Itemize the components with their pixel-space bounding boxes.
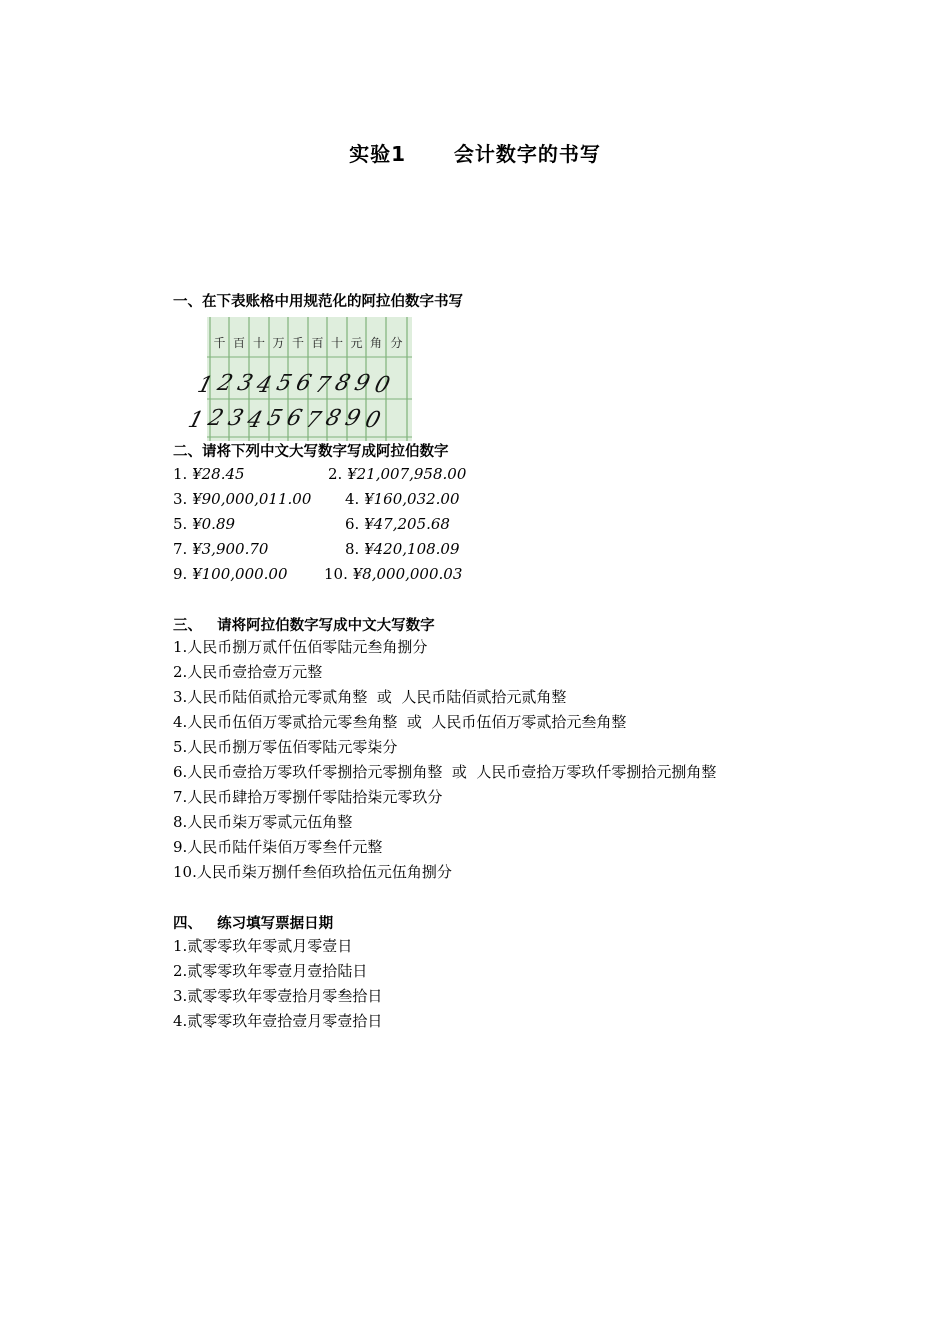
ledger-digit: 4 xyxy=(253,372,275,398)
ledger-header-cell: 万 xyxy=(272,336,285,350)
ledger-digit: 6 xyxy=(283,405,305,431)
answer-item-4: 4. ¥160,032.00 xyxy=(345,490,460,508)
answer-item-10: 10. ¥8,000,000.03 xyxy=(324,565,463,583)
chinese-amount-item: 4.人民币伍佰万零贰拾元零叁角整 或 人民币伍佰万零贰拾元叁角整 xyxy=(173,713,627,731)
ledger-grid-svg xyxy=(185,317,412,441)
ledger-header-cell: 十 xyxy=(330,336,344,350)
date-item: 2.贰零零玖年零壹月壹拾陆日 xyxy=(173,962,368,980)
ledger-digit: 1 xyxy=(185,407,207,433)
ledger-header-cell: 千 xyxy=(291,336,305,350)
section2-heading: 二、请将下列中文大写数字写成阿拉伯数字 xyxy=(173,444,449,460)
ledger-image xyxy=(185,317,412,441)
chinese-amount-item: 2.人民币壹拾壹万元整 xyxy=(173,663,323,681)
chinese-amount-item: 1.人民币捌万贰仟伍佰零陆元叁角捌分 xyxy=(173,638,428,656)
chinese-amount-item: 5.人民币捌万零伍佰零陆元零柒分 xyxy=(173,738,398,756)
chinese-amount-item: 10.人民币柒万捌仟叁佰玖拾伍元伍角捌分 xyxy=(173,863,452,881)
chinese-amount-item: 6.人民币壹拾万零玖仟零捌拾元零捌角整 或 人民币壹拾万零玖仟零捌拾元捌角整 xyxy=(173,763,717,781)
ledger-header-cell: 分 xyxy=(390,336,403,350)
section1-heading: 一、在下表账格中用规范化的阿拉伯数字书写 xyxy=(173,294,463,310)
answer-item-7: 7. ¥3,900.70 xyxy=(173,540,269,558)
answer-item-3: 3. ¥90,000,011.00 xyxy=(173,490,312,508)
ledger-digit: 2 xyxy=(214,370,236,396)
answer-item-9: 9. ¥100,000.00 xyxy=(173,565,288,583)
ledger-header-cell: 元 xyxy=(350,336,363,350)
date-item: 4.贰零零玖年壹拾壹月零壹拾日 xyxy=(173,1012,383,1030)
ledger-header-cell: 百 xyxy=(311,336,324,350)
chinese-amount-item: 8.人民币柒万零贰元伍角整 xyxy=(173,813,353,831)
chinese-amount-item: 3.人民币陆佰贰拾元零贰角整 或 人民币陆佰贰拾元贰角整 xyxy=(173,688,567,706)
ledger-digit: 7 xyxy=(302,407,324,433)
ledger-header-cell: 百 xyxy=(232,336,246,350)
chinese-amount-item: 9.人民币陆仟柒佰万零叁仟元整 xyxy=(173,838,383,856)
section4-heading: 四、 练习填写票据日期 xyxy=(173,916,334,932)
ledger-header-cell: 十 xyxy=(252,336,266,350)
ledger-digit: 6 xyxy=(293,370,315,396)
date-item: 3.贰零零玖年零壹拾月零叁拾日 xyxy=(173,987,383,1005)
ledger-digit: 1 xyxy=(194,372,216,398)
ledger-digit: 7 xyxy=(312,372,334,398)
answer-item-2: 2. ¥21,007,958.00 xyxy=(328,465,467,483)
ledger-digit: 9 xyxy=(342,405,364,431)
ledger-header-cell: 千 xyxy=(213,336,226,350)
ledger-digit: 0 xyxy=(371,372,393,398)
answer-item-1: 1. ¥28.45 xyxy=(173,465,245,483)
chinese-amount-item: 7.人民币肆拾万零捌仟零陆拾柒元零玖分 xyxy=(173,788,443,806)
ledger-digit: 3 xyxy=(234,370,256,396)
ledger-digit: 8 xyxy=(322,405,344,431)
ledger-digit: 4 xyxy=(244,407,266,433)
ledger-digit: 2 xyxy=(205,405,227,431)
ledger-digit: 5 xyxy=(273,370,295,396)
answer-item-5: 5. ¥0.89 xyxy=(173,515,236,533)
section3-heading: 三、 请将阿拉伯数字写成中文大写数字 xyxy=(173,618,435,634)
ledger-header-cell: 角 xyxy=(369,336,383,350)
ledger-digit: 3 xyxy=(225,405,247,431)
date-item: 1.贰零零玖年零贰月零壹日 xyxy=(173,937,353,955)
ledger-digit: 8 xyxy=(332,370,354,396)
ledger-digit: 9 xyxy=(351,370,373,396)
ledger-digit: 0 xyxy=(362,407,384,433)
ledger-digit: 5 xyxy=(264,405,286,431)
answer-item-8: 8. ¥420,108.09 xyxy=(345,540,460,558)
answer-item-6: 6. ¥47,205.68 xyxy=(345,515,450,533)
page-title: 实验1 会计数字的书写 xyxy=(349,142,601,166)
